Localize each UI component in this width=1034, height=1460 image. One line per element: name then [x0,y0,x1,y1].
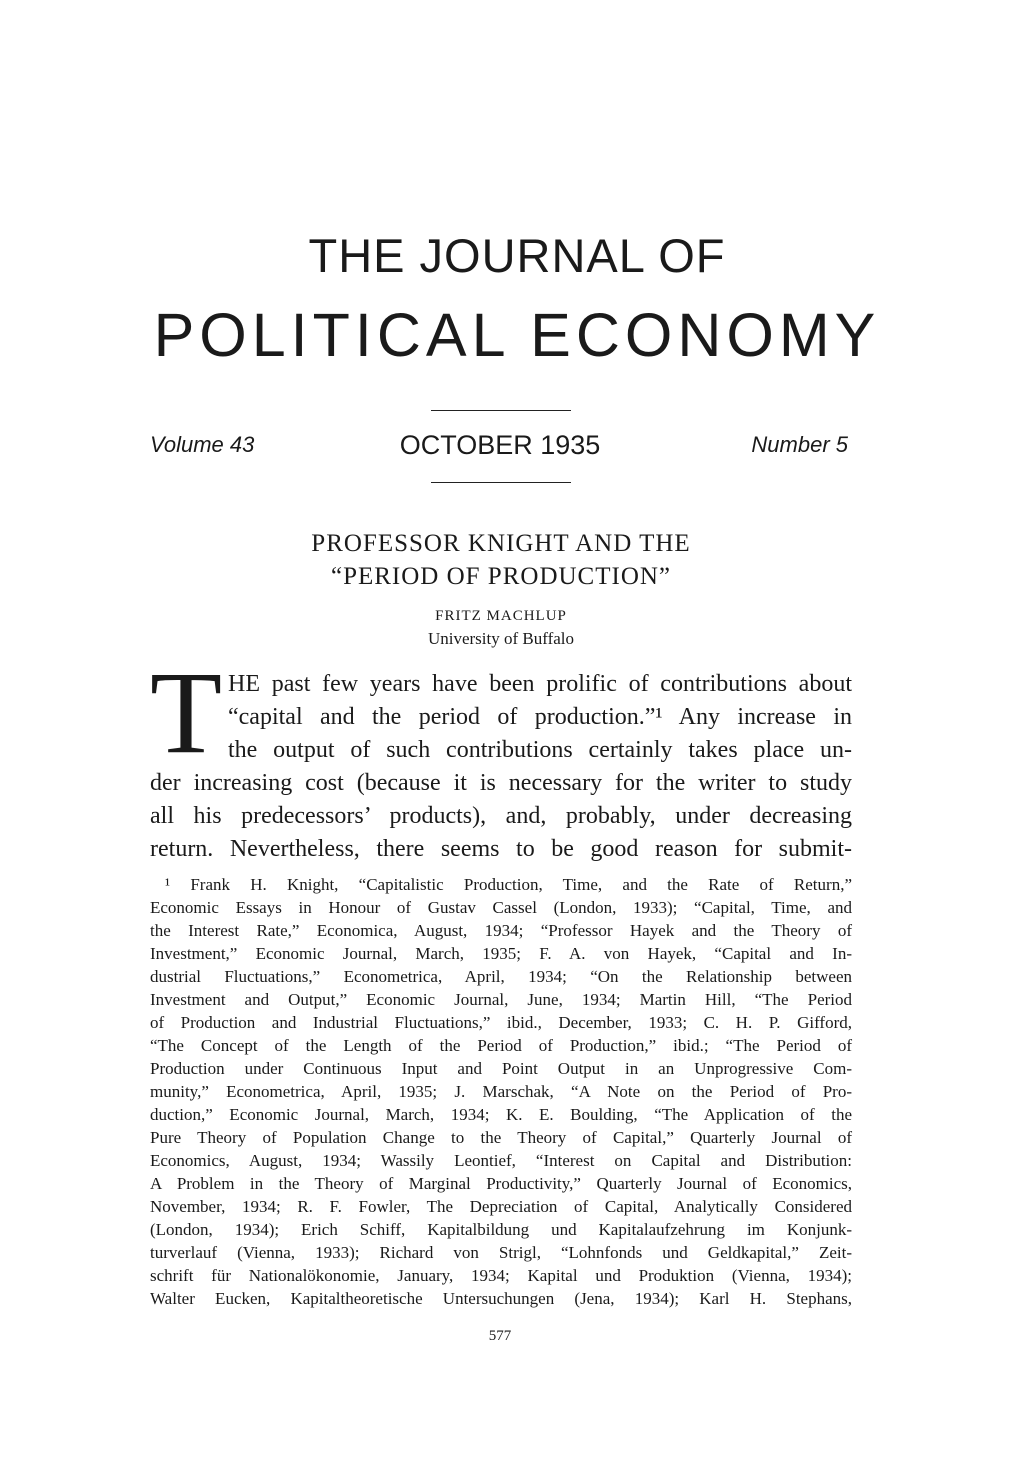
footnote-line: Economics, August, 1934; Wassily Leontief, “Interest on Capital and Distribution: [150,1151,852,1170]
article-title-line1: PROFESSOR KNIGHT AND THE [311,530,691,557]
footnote-line: Investment,” Economic Journal, March, 1935; F. A. von Hayek, “Capital and In- [150,944,852,963]
body-line: all his predecessors’ products), and, probably, under decreasing [150,803,852,829]
footnote-line: Economic Essays in Honour of Gustav Cassel (London, 1933); “Capital, Time, and [150,898,852,917]
footnote-line: Pure Theory of Population Change to the Theory of Capital,” Quarterly Journal of [150,1128,852,1147]
footnote-line: munity,” Econometrica, April, 1935; J. Marschak, “A Note on the Period of Pro- [150,1082,852,1101]
footnote-line: of Production and Industrial Fluctuations,” ibid., December, 1933; C. H. P. Gifford, [150,1013,852,1032]
footnote-line: Investment and Output,” Economic Journal, June, 1934; Martin Hill, “The Period [150,990,852,1009]
journal-title-line2: POLITICAL ECONOMY [153,301,881,369]
journal-title-line1: THE JOURNAL OF [308,229,726,282]
footnote-line: turverlauf (Vienna, 1933); Richard von Strigl, “Lohnfonds und Geldkapital,” Zeit- [150,1243,852,1262]
issue-volume: Volume 43 [150,432,255,457]
body-line: der increasing cost (because it is necessary for the writer to study [150,770,852,796]
article-author: FRITZ MACHLUP [435,608,567,624]
issue-number: Number 5 [751,432,848,457]
body-line: HE past few years have been prolific of contributions about [228,671,852,697]
rule-top [431,410,571,411]
page-number: 577 [488,1328,512,1344]
body-line: the output of such contributions certainly takes place un- [228,737,852,763]
footnote-line: Walter Eucken, Kapitaltheoretische Untersuchungen (Jena, 1934); Karl H. Stephans, [150,1289,852,1308]
footnote-line: November, 1934; R. F. Fowler, The Depreciation of Capital, Analytically Considered [150,1197,852,1216]
body-line: return. Nevertheless, there seems to be good reason for submit- [150,836,852,862]
footnote-line: Production under Continuous Input and Point Output in an Unprogressive Com- [150,1059,852,1078]
rule-bottom [431,482,571,483]
footnote-line: (London, 1934); Erich Schiff, Kapitalbildung und Kapitalaufzehrung im Konjunk- [150,1220,852,1239]
body-line: “capital and the period of production.”¹ Any increase in [228,704,852,730]
article-affiliation: University of Buffalo [427,629,575,648]
article-title-line2: “PERIOD OF PRODUCTION” [330,563,672,590]
footnote-line: ¹ Frank H. Knight, “Capitalistic Production, Time, and the Rate of Return,” [165,875,852,894]
footnote-line: schrift für Nationalökonomie, January, 1934; Kapital und Produktion (Vienna, 1934); [150,1266,852,1285]
footnote-line: dustrial Fluctuations,” Econometrica, April, 1934; “On the Relationship between [150,967,852,986]
footnote-line: A Problem in the Theory of Marginal Productivity,” Quarterly Journal of Economics, [150,1174,852,1193]
drop-cap: T [150,647,223,778]
issue-date: OCTOBER 1935 [399,430,601,460]
footnote-line: “The Concept of the Length of the Period of Production,” ibid.; “The Period of [150,1036,852,1055]
footnote-line: the Interest Rate,” Economica, August, 1934; “Professor Hayek and the Theory of [150,921,852,940]
footnote-line: duction,” Economic Journal, March, 1934; K. E. Boulding, “The Application of the [150,1105,852,1124]
